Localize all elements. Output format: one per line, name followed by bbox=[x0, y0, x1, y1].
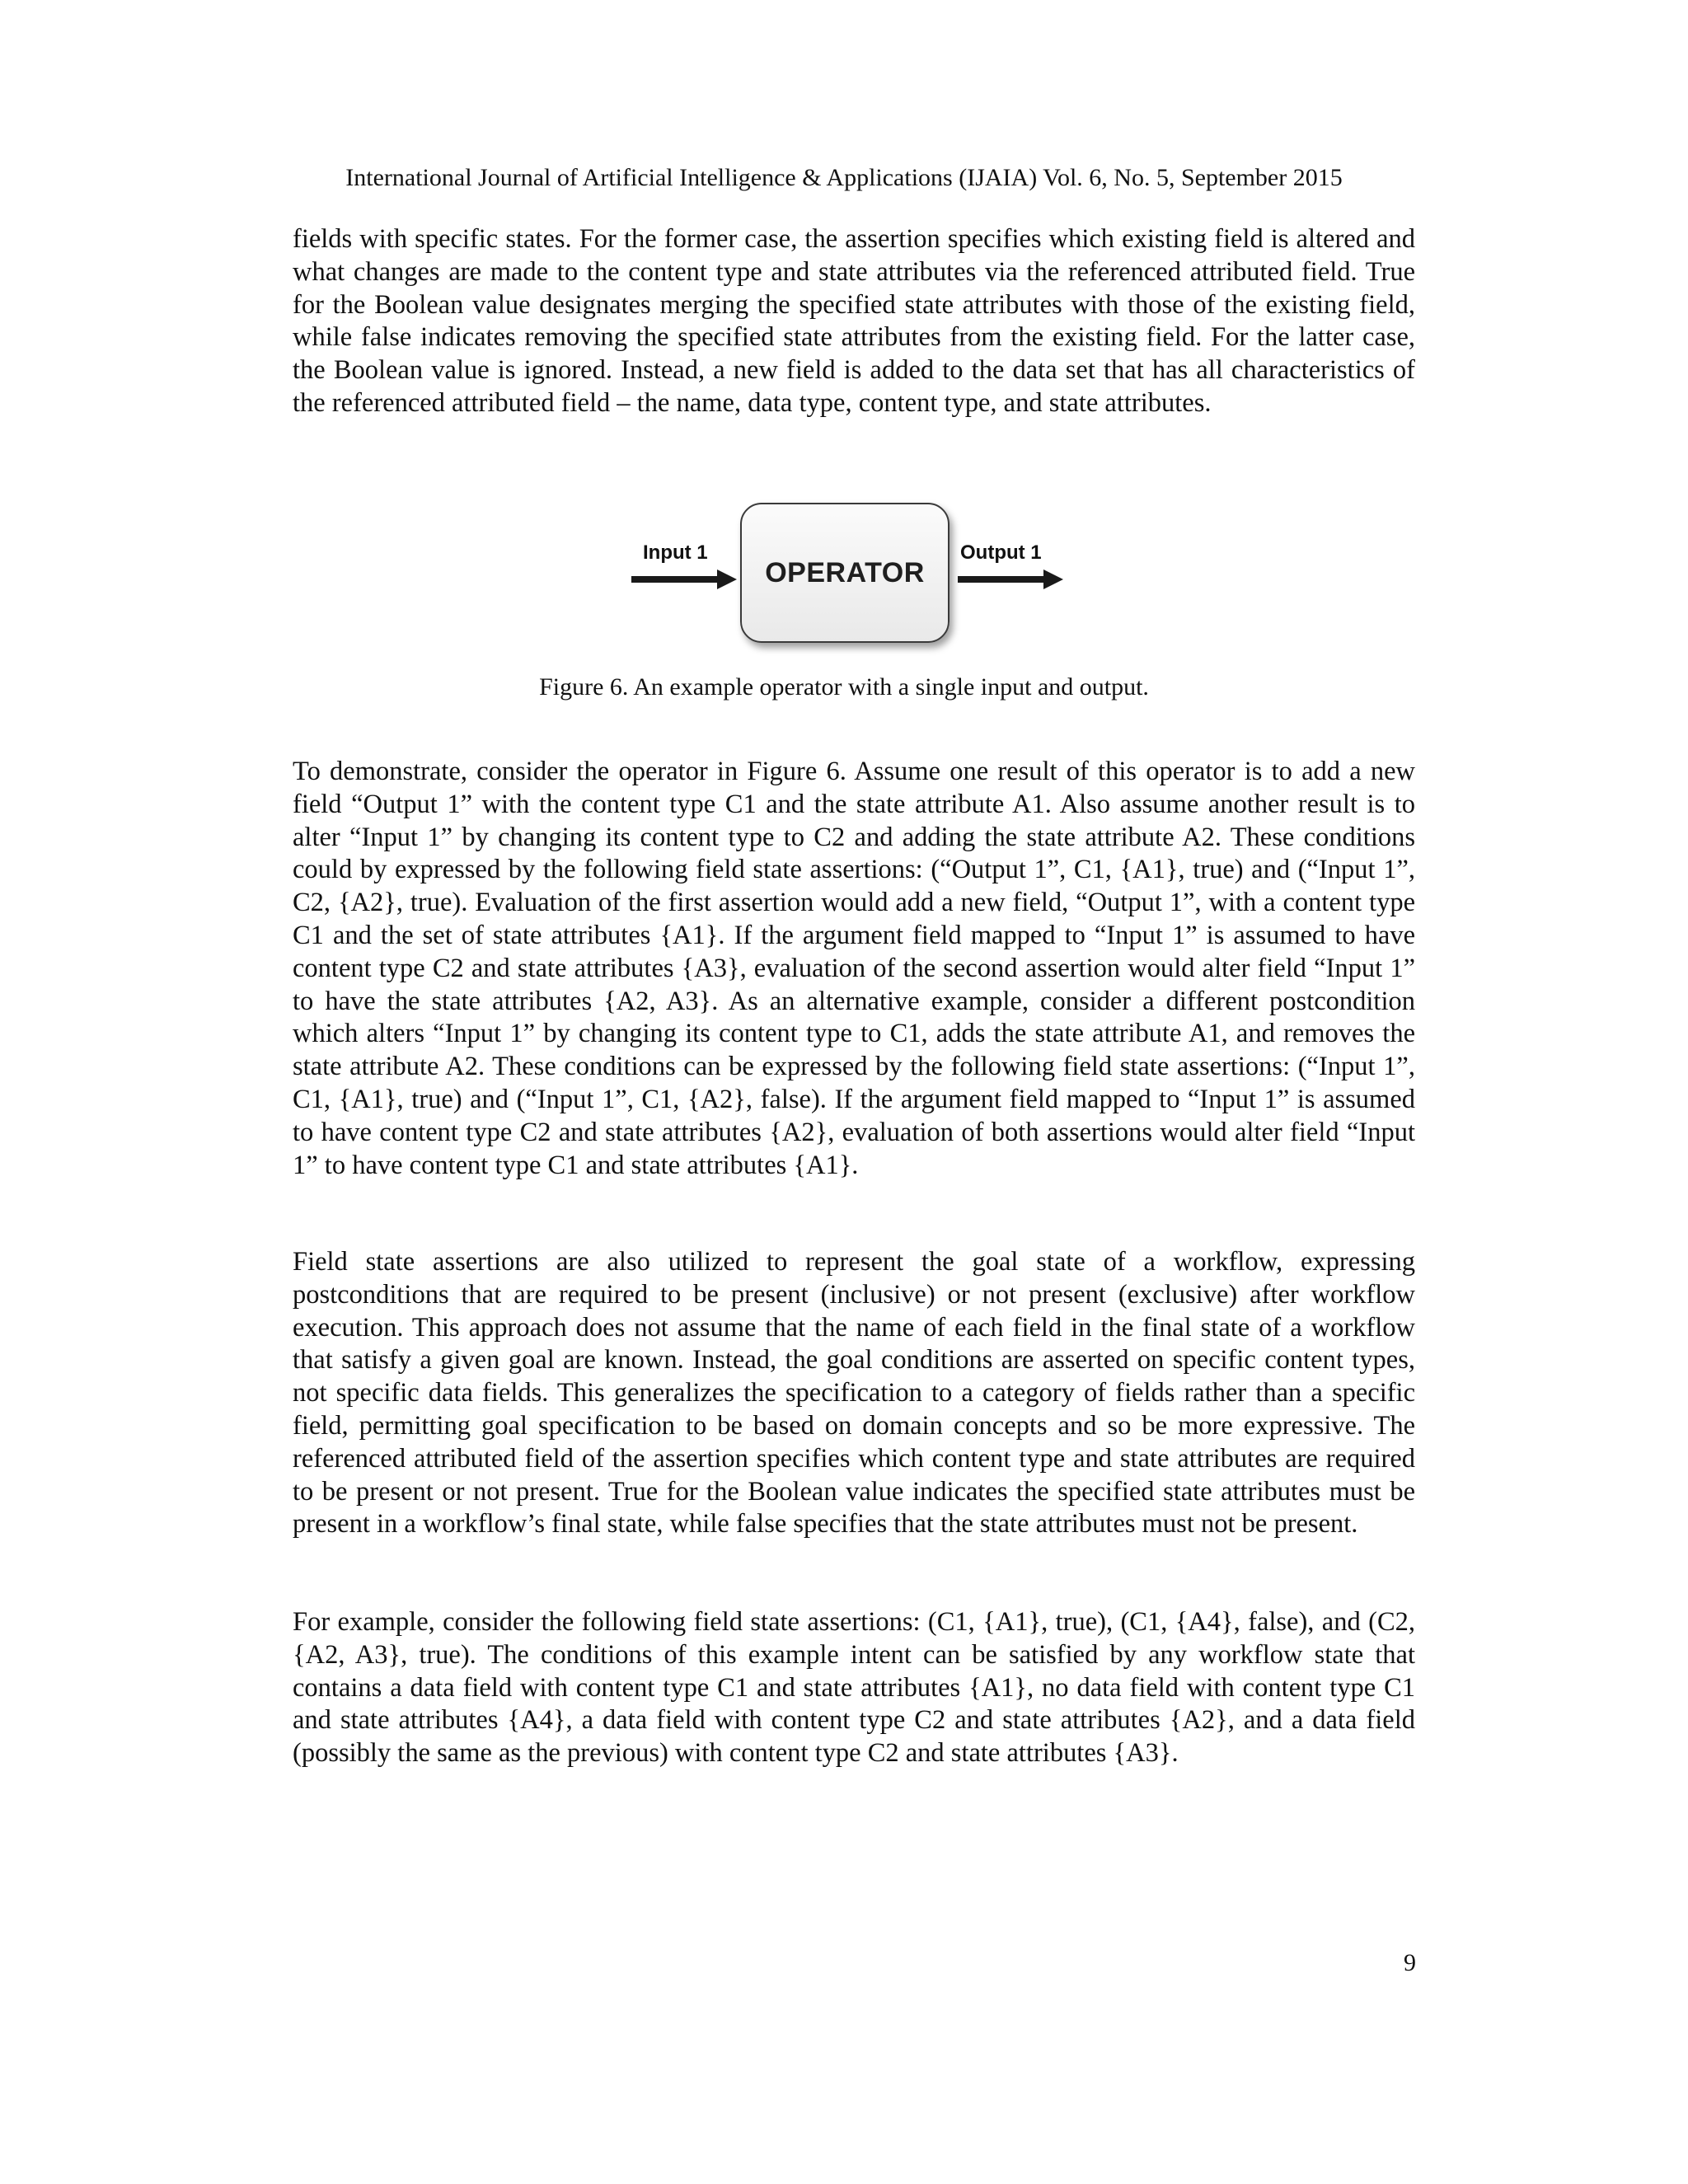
page-number: 9 bbox=[1404, 1949, 1416, 1976]
operator-box bbox=[740, 503, 950, 643]
figure-caption: Figure 6. An example operator with a single input and output. bbox=[539, 673, 1149, 701]
paragraph-3: Field state assertions are also utilized to represent the goal state of a workflow, expressing postconditions that are required to be present (inclusive) or not present (exclusive) after workflow execution. This approach does not assume that the name of each field in the final state of a workflow that satisfy a given goal are known. Instead, the goal conditions are asserted on specific content types, not specific data fields. This generalizes the specification to a category of fields rather than a specific field, permitting goal specification to be based on domain concepts and so be more expressive. The referenced attributed field of the assertion specifies which content type and state attributes are required to be present or not present. True for the Boolean value indicates the specified state attributes must be present in a workflow’s final state, while false specifies that the state attributes must not be present. bbox=[293, 1247, 1415, 1540]
journal-header: International Journal of Artificial Intelligence & Applications (IJAIA) Vol. 6, No. 5, September 2015 bbox=[345, 164, 1343, 191]
operator-label: OPERATOR bbox=[765, 556, 925, 588]
input-arrow-icon bbox=[630, 567, 738, 592]
output-label: Output 1 bbox=[960, 541, 1042, 564]
paragraph-4: For example, consider the following field state assertions: (C1, {A1}, true), (C1, {A4}, false), and (C2, {A2, A3}, true). The conditions of this example intent can be satisfied by any workflow state that contains a data field with content type C1 and state attributes {A1}, no data field with content type C1 and state attributes {A4}, a data field with content type C2 and state attributes {A2}, and a data field (possibly the same as the previous) with content type C2 and state attributes {A3}. bbox=[293, 1607, 1415, 1769]
input-label: Input 1 bbox=[643, 541, 708, 564]
output-arrow-icon bbox=[956, 567, 1065, 592]
figure-6 bbox=[626, 499, 1063, 651]
paragraph-1: fields with specific states. For the former case, the assertion specifies which existing field is altered and what changes are made to the content type and state attributes via the referenced attributed field. True for the Boolean value designates merging the specified state attributes with those of the existing field, while false indicates removing the specified state attributes from the existing field. For the latter case, the Boolean value is ignored. Instead, a new field is added to the data set that has all characteristics of the referenced attributed field – the name, data type, content type, and state attributes. bbox=[293, 224, 1415, 418]
paragraph-2: To demonstrate, consider the operator in Figure 6. Assume one result of this operator is to add a new field “Output 1” with the content type C1 and the state attribute A1. Also assume another result is to alter “Input 1” by changing its content type to C2 and adding the state attribute A2. These conditions could by expressed by the following field state assertions: (“Output 1”, C1, {A1}, true) and (“Input 1”, C2, {A2}, true). Evaluation of the first assertion would add a new field, “Output 1”, with a content type C1 and the set of state attributes {A1}. If the argument field mapped to “Input 1” is assumed to have content type C2 and state attributes {A3}, evaluation of the second assertion would alter field “Input 1” to have the state attributes {A2, A3}. As an alternative example, consider a different postcondition which alters “Input 1” by changing its content type to C1, adds the state attribute A1, and removes the state attribute A2. These conditions can be expressed by the following field state assertions: (“Input 1”, C1, {A1}, true) and (“Input 1”, C1, {A2}, false). If the argument field mapped to “Input 1” is assumed to have content type C2 and state attributes {A2}, evaluation of both assertions would alter field “Input 1” to have content type C1 and state attributes {A1}. bbox=[293, 757, 1415, 1180]
